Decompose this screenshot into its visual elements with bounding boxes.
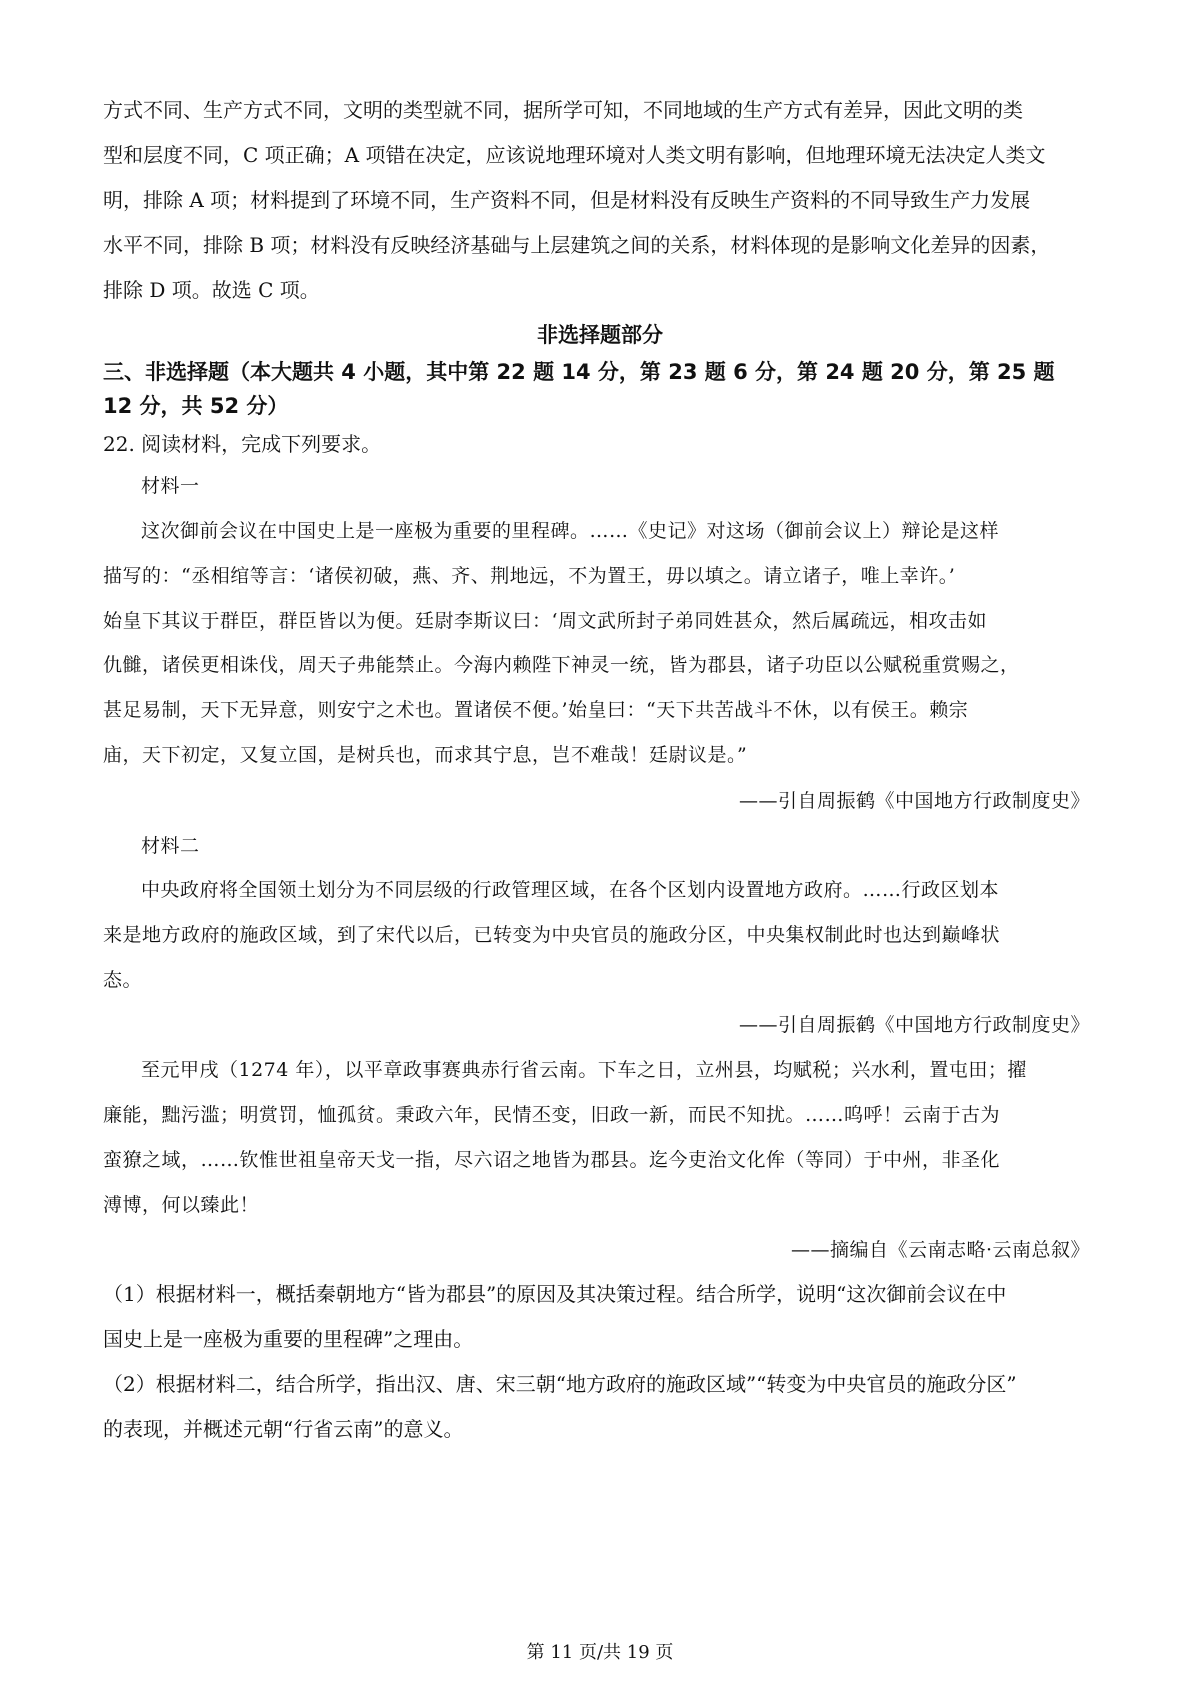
material-2-line: 来是地方政府的施政区域，到了宋代以后，已转变为中央官员的施政分区，中央集权制此时也达到巅峰状 bbox=[103, 924, 1001, 946]
material-3-line: 溥博，何以臻此！ bbox=[103, 1194, 260, 1216]
material-2-label: 材料二 bbox=[141, 835, 200, 857]
material-2-line: 中央政府将全国领土划分为不同层级的行政管理区域，在各个区划内设置地方政府。……行政区划本 bbox=[141, 879, 1000, 901]
sub-question-1-line: （1）根据材料一，概括秦朝地方“皆为郡县”的原因及其决策过程。结合所学，说明“这次御前会议在中 bbox=[103, 1282, 1007, 1306]
material-3-source: ——摘编自《云南志略·云南总叙》 bbox=[790, 1239, 1090, 1261]
page-footer: 第 11 页/共 19 页 bbox=[526, 1642, 674, 1663]
answer-line-4: 水平不同，排除 B 项；材料没有反映经济基础与上层建筑之间的关系，材料体现的是影响文化差异的因素， bbox=[103, 233, 1051, 257]
material-2-line: 态。 bbox=[103, 969, 143, 991]
material-1-line: 描写的：“丞相绾等言：‘诸侯初破，燕、齐、荆地远，不为置王，毋以填之。请立诸子，唯上幸许。’ bbox=[103, 565, 956, 587]
sub-question-2-line: （2）根据材料二，结合所学，指出汉、唐、宋三朝“地方政府的施政区域”“转变为中央官员的施政分区” bbox=[103, 1372, 1017, 1396]
material-3-line: 至元甲戌（1274 年），以平章政事赛典赤行省云南。下车之日，立州县，均赋税；兴水利，置屯田；擢 bbox=[141, 1059, 1027, 1081]
sub-question-1-line: 国史上是一座极为重要的里程碑”之理由。 bbox=[103, 1327, 474, 1351]
section-title: 非选择题部分 bbox=[537, 323, 663, 347]
material-1-source: ——引自周振鹤《中国地方行政制度史》 bbox=[738, 790, 1090, 812]
answer-line-2: 型和层度不同，C 项正确；A 项错在决定，应该说地理环境对人类文明有影响，但地理环境无法决定人类文 bbox=[103, 143, 1046, 167]
answer-line-3: 明，排除 A 项；材料提到了环境不同，生产资料不同，但是材料没有反映生产资料的不同导致生产力发展 bbox=[103, 188, 1031, 212]
material-1-line: 这次御前会议在中国史上是一座极为重要的里程碑。……《史记》对这场（御前会议上）辩论是这样 bbox=[141, 520, 1000, 542]
material-1-line: 甚足易制，天下无异意，则安宁之术也。置诸侯不便。’始皇曰：“天下共苦战斗不休，以有侯王。赖宗 bbox=[103, 699, 969, 721]
part-heading-line-1: 三、非选择题（本大题共 4 小题，其中第 22 题 14 分，第 23 题 6 分，第 24 题 20 分，第 25 题 bbox=[103, 360, 1055, 384]
question-22-stem: 22. 阅读材料，完成下列要求。 bbox=[103, 432, 382, 456]
material-1-line: 仇雠，诸侯更相诛伐，周天子弗能禁止。今海内赖陛下神灵一统，皆为郡县，诸子功臣以公赋税重赏赐之， bbox=[103, 654, 1020, 676]
answer-line-1: 方式不同、生产方式不同，文明的类型就不同，据所学可知，不同地域的生产方式有差异，因此文明的类 bbox=[103, 98, 1023, 122]
material-3-line: 廉能，黜污滥；明赏罚，恤孤贫。秉政六年，民情丕变，旧政一新，而民不知扰。……呜呼！云南于古为 bbox=[103, 1104, 1001, 1126]
answer-line-5: 排除 D 项。故选 C 项。 bbox=[103, 278, 320, 302]
sub-question-2-line: 的表现，并概述元朝“行省云南”的意义。 bbox=[103, 1417, 464, 1441]
material-1-label: 材料一 bbox=[141, 475, 200, 497]
part-heading-line-2: 12 分，共 52 分） bbox=[103, 394, 289, 418]
material-1-line: 庙，天下初定，又复立国，是树兵也，而求其宁息，岂不难哉！廷尉议是。” bbox=[103, 744, 748, 766]
material-1-line: 始皇下其议于群臣，群臣皆以为便。廷尉李斯议曰：‘周文武所封子弟同姓甚众，然后属疏远，相攻击如 bbox=[103, 610, 988, 632]
material-3-line: 蛮獠之域，……钦惟世祖皇帝天戈一指，尽六诏之地皆为郡县。迄今吏治文化侔（等同）于中州，非圣化 bbox=[103, 1149, 1001, 1171]
material-2-source: ——引自周振鹤《中国地方行政制度史》 bbox=[738, 1014, 1090, 1036]
